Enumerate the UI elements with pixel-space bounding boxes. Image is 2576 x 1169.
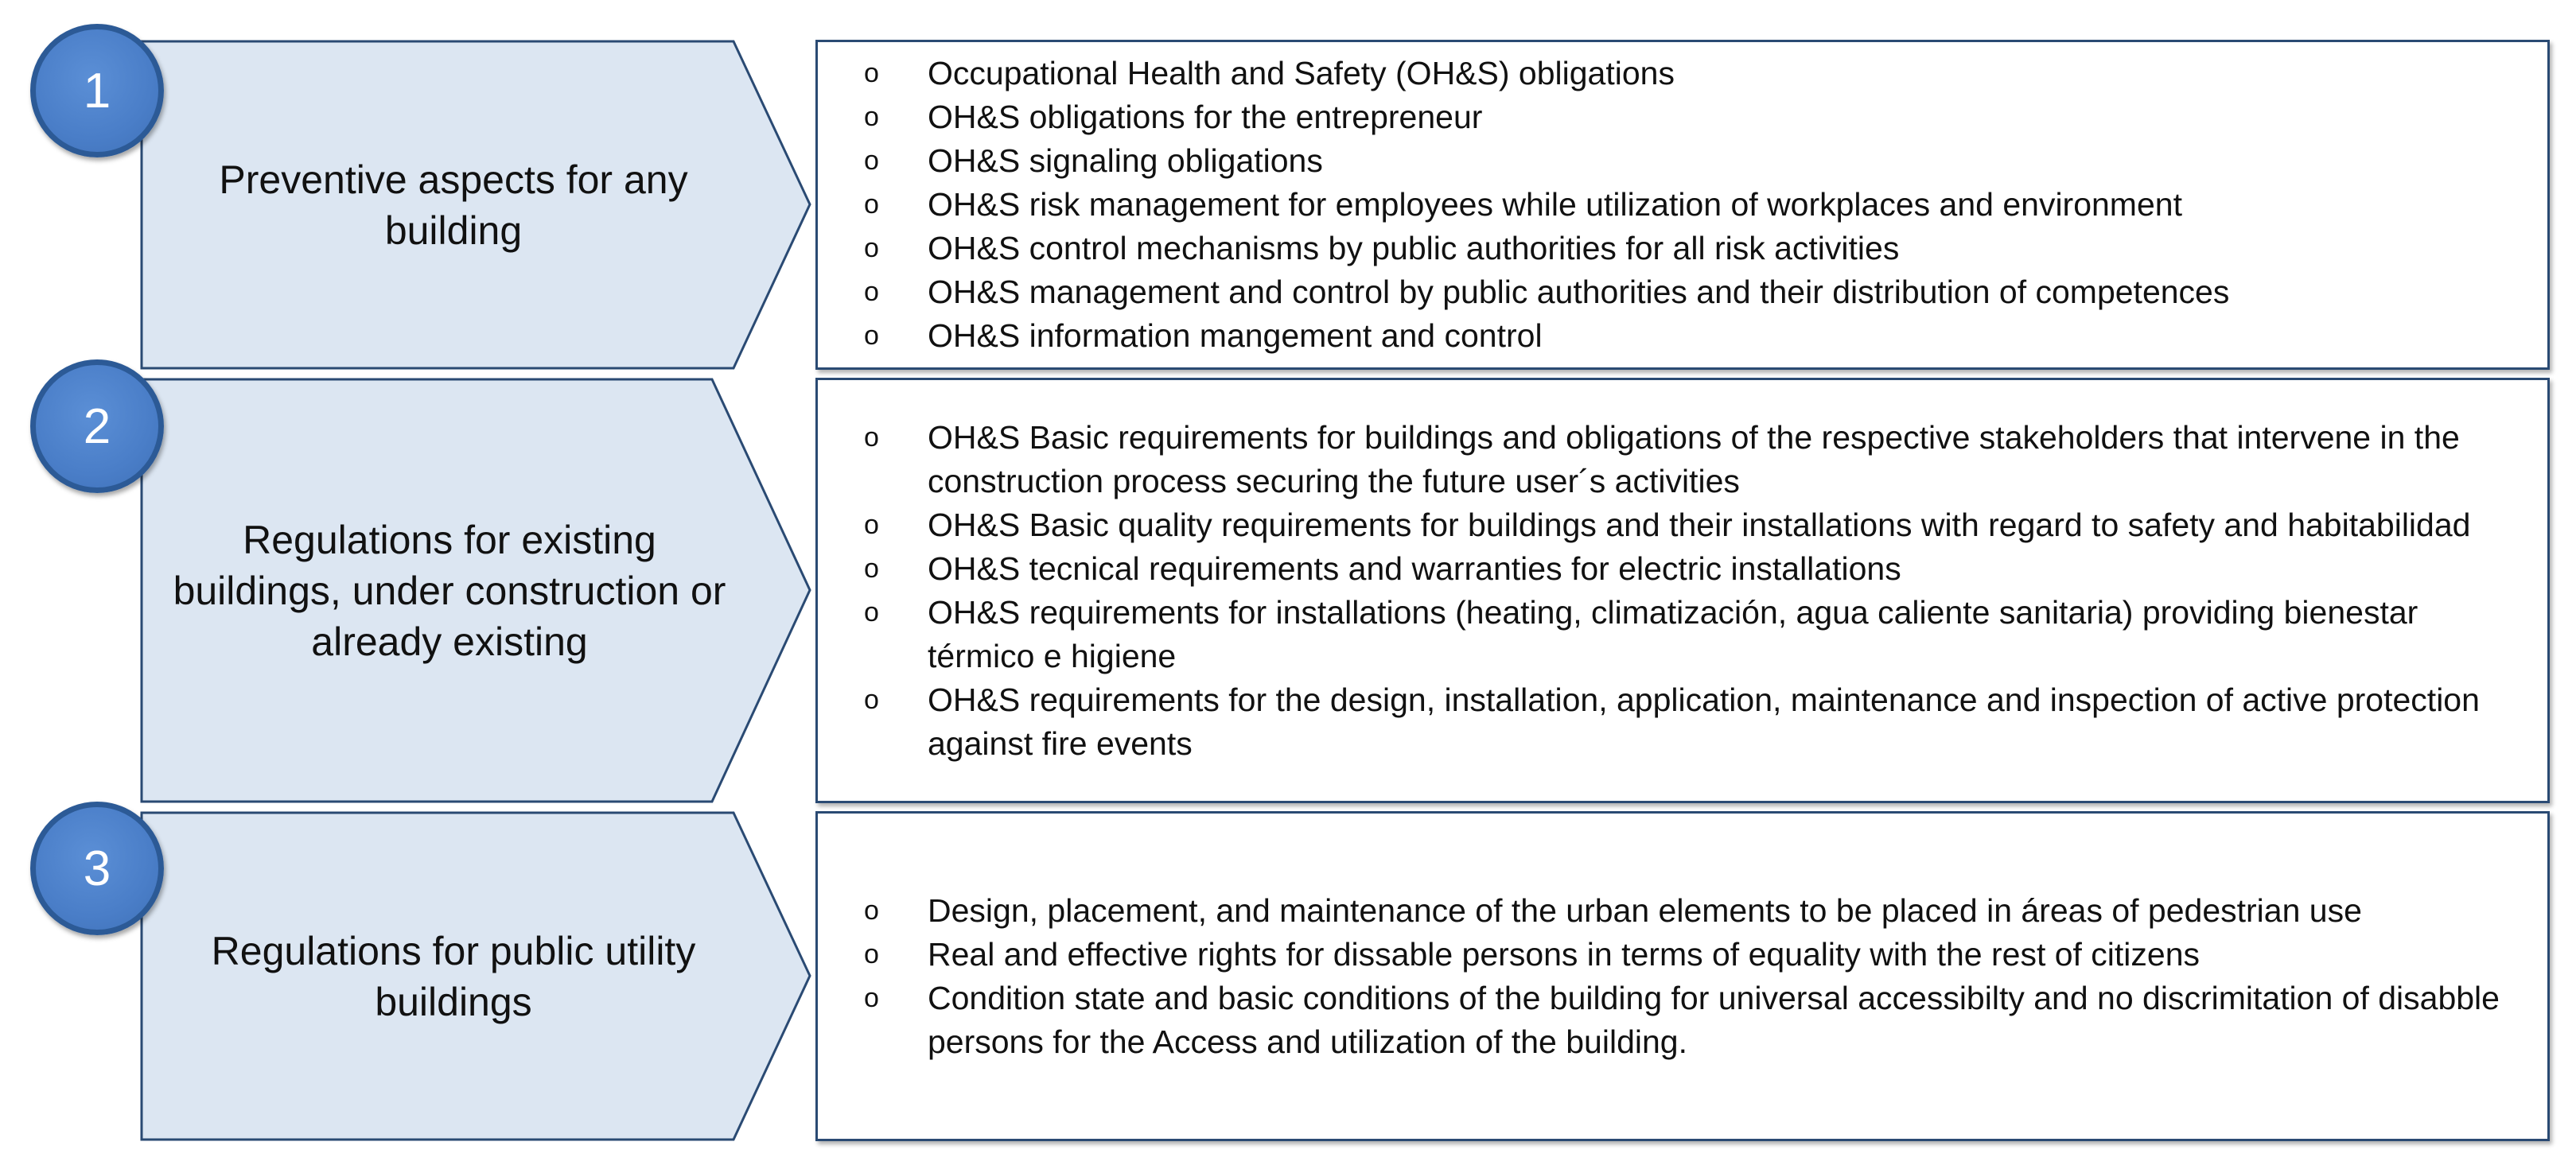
list-item: o OH&S Basic requirements for buildings and obligations of the respective stakeholders that intervene in the construction process securing the future user´s activities xyxy=(840,416,2516,503)
list-item: o OH&S management and control by public authorities and their distribution of competences xyxy=(840,270,2516,314)
list-item: o Occupational Health and Safety (OH&S) obligations xyxy=(840,52,2516,95)
list-item: o OH&S obligations for the entrepreneur xyxy=(840,95,2516,139)
list-item: o OH&S information mangement and control xyxy=(840,314,2516,358)
bullet-icon: o xyxy=(864,895,879,926)
list-item: o Real and effective rights for dissable persons in terms of equality with the rest of citizens xyxy=(840,933,2516,977)
list-item: o OH&S signaling obligations xyxy=(840,139,2516,183)
list-item: o OH&S requirements for the design, installation, application, maintenance and inspection of active protection against fire events xyxy=(840,678,2516,766)
bullet-icon: o xyxy=(864,189,879,219)
list-item: o Design, placement, and maintenance of the urban elements to be placed in áreas of pedestrian use xyxy=(840,889,2516,933)
bullet-icon: o xyxy=(864,509,879,540)
bullet-icon: o xyxy=(864,233,879,263)
section-title-chevron xyxy=(135,811,819,1141)
list-item: o OH&S Basic quality requirements for buildings and their installations with regard to safety and habitabilidad xyxy=(840,503,2516,547)
step-number-badge: 1 xyxy=(30,24,164,157)
bullet-icon: o xyxy=(864,684,879,715)
list-item: o OH&S tecnical requirements and warranties for electric installations xyxy=(840,547,2516,591)
bullet-icon: o xyxy=(864,277,879,307)
bullet-list xyxy=(840,889,2516,1064)
bullet-icon: o xyxy=(864,553,879,584)
step-number-badge: 3 xyxy=(30,802,164,935)
bullet-icon: o xyxy=(864,596,879,627)
list-item: o Condition state and basic conditions of the building for universal accessibilty and no discrimitation of disabble persons for the Access and utilization of the building. xyxy=(840,977,2516,1064)
list-item: o OH&S control mechanisms by public authorities for all risk activities xyxy=(840,227,2516,270)
section-title: Preventive aspects for any building xyxy=(219,157,688,253)
section-title: Regulations for public utility buildings xyxy=(211,928,696,1024)
step-number-badge: 2 xyxy=(30,359,164,493)
bullet-icon: o xyxy=(864,320,879,351)
bullet-icon: o xyxy=(864,421,879,452)
bullet-icon: o xyxy=(864,938,879,969)
list-item: o OH&S requirements for installations (heating, climatización, agua caliente sanitaria) providing bienestar térmico e higiene xyxy=(840,591,2516,678)
bullet-icon: o xyxy=(864,146,879,176)
list-item: o OH&S risk management for employees while utilization of workplaces and environment xyxy=(840,183,2516,227)
bullet-icon: o xyxy=(864,102,879,132)
section-details-panel xyxy=(815,811,2550,1141)
bullet-icon: o xyxy=(864,58,879,88)
bullet-icon: o xyxy=(864,982,879,1013)
section-title: Regulations for existing buildings, under construction or already existing xyxy=(173,517,726,664)
